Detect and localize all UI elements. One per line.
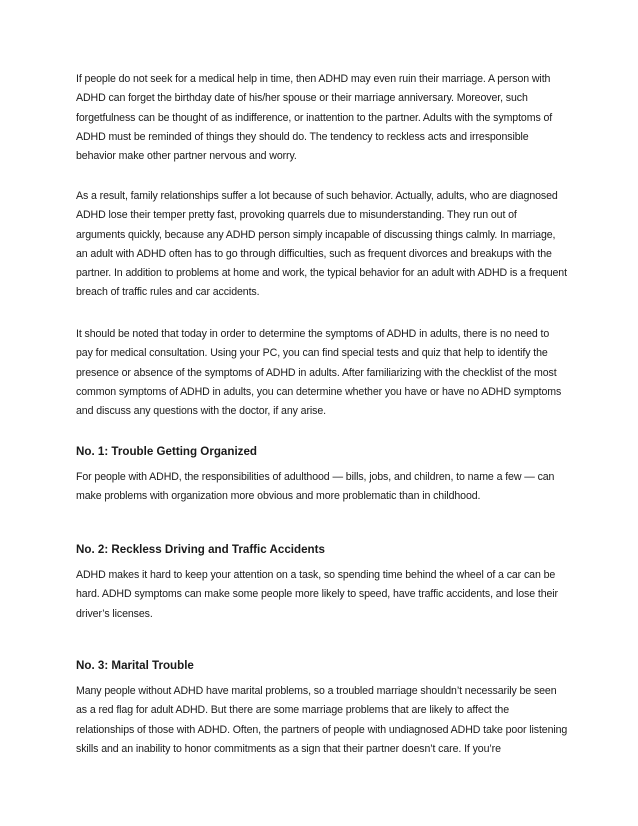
section-heading: No. 3: Marital Trouble <box>76 659 194 672</box>
intro-paragraph-testing <box>76 325 568 421</box>
intro-paragraph-family <box>76 187 568 303</box>
section-heading: No. 2: Reckless Driving and Traffic Accidents <box>76 543 325 556</box>
paragraph-text: As a result, family relationships suffer a lot because of such behavior. Actually, adults, who are diagnosed ADHD lose their temper pretty fast, provoking quarrels due to misunderstanding. They run out of arguments quickly, because any ADHD person simply incapable of discussing things calmly. In marriage, an adult with ADHD often has to go through difficulties, such as frequent divorces and breakups with the partner. In addition to problems at home and work, the typical behavior for an adult with ADHD is a frequent breach of traffic rules and car accidents. <box>76 190 567 299</box>
section-text: For people with ADHD, the responsibilities of adulthood — bills, jobs, and children, to name a few — can make problems with organization more obvious and more problematic than in childhood. <box>76 471 555 503</box>
intro-paragraph-marriage <box>76 70 568 166</box>
paragraph-text: If people do not seek for a medical help in time, then ADHD may even ruin their marriage. A person with ADHD can forget the birthday date of his/her spouse or their marriage anniversary. Moreover, such forgetfulness can be thought of as indifference, or inattention to the partner. Adults with the symptoms of ADHD must be reminded of things they should do. The tendency to reckless acts and irresponsible behavior make other partner nervous and worry. <box>76 73 553 163</box>
section-heading: No. 1: Trouble Getting Organized <box>76 445 257 458</box>
section-text: ADHD makes it hard to keep your attention on a task, so spending time behind the wheel of a car can be hard. ADHD symptoms can make some people more likely to speed, have traffic accidents, and lose their driver’s licenses. <box>76 569 558 620</box>
section-text: Many people without ADHD have marital problems, so a troubled marriage shouldn’t necessarily be seen as a red flag for adult ADHD. But there are some marriage problems that are likely to affect the relationships of those with ADHD. Often, the partners of people with undiagnosed ADHD take poor listening skills and an inability to honor commitments as a sign that their partner doesn’t care. If you’re <box>76 685 568 755</box>
section-trouble-organized <box>76 442 568 507</box>
paragraph-text: It should be noted that today in order to determine the symptoms of ADHD in adults, there is no need to pay for medical consultation. Using your PC, you can find special tests and quiz that help to identify the presence or absence of the symptoms of ADHD in adults. After familiarizing with the checklist of the most common symptoms of ADHD in adults, you can determine whether you have or have no ADHD symptoms and discuss any questions with the doctor, if any arise. <box>76 328 562 418</box>
section-reckless-driving <box>76 540 568 624</box>
section-marital-trouble <box>76 656 568 759</box>
